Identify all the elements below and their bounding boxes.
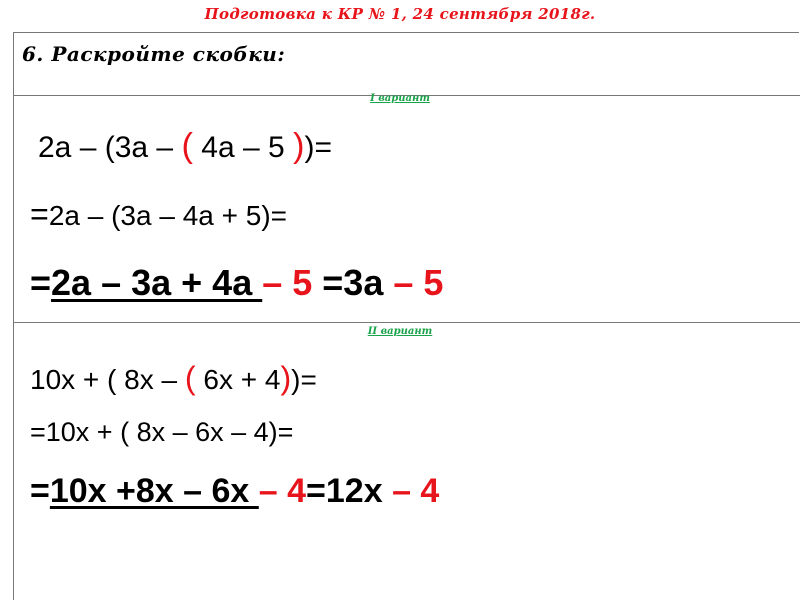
variant-2-step-2: [30, 472, 439, 511]
red-term: – 4: [258, 472, 307, 510]
variant-1-label: I вариант: [370, 93, 430, 104]
red-close-paren: ): [293, 127, 305, 165]
expr-part: )=: [291, 364, 317, 395]
expr-part: 4а – 5: [192, 131, 294, 164]
row-divider: [13, 322, 800, 323]
expr-part: 2а – (3а – 4а + 5)=: [48, 200, 287, 231]
red-open-paren: (: [184, 360, 196, 396]
equals-sign: =: [30, 262, 52, 303]
equals-sign: =: [30, 472, 50, 510]
equals-sign: =: [30, 196, 49, 232]
expr-part: =12х: [306, 472, 393, 510]
expr-part: =3а: [312, 262, 394, 303]
variant-2-label: II вариант: [367, 326, 433, 337]
variant-2-expression: [30, 360, 317, 397]
red-open-paren: (: [181, 127, 193, 165]
red-term: – 4: [392, 472, 440, 510]
underlined-expression: 2а – 3а + 4а: [51, 262, 263, 303]
task-table: [13, 32, 799, 600]
red-term: – 5: [262, 262, 313, 303]
expr-part: 2а – (3а –: [38, 131, 182, 164]
underlined-expression: 10х +8х – 6х: [49, 472, 259, 510]
expr-part: )=: [304, 131, 333, 164]
red-term: – 5: [393, 262, 444, 303]
variant-1-step-1: [30, 196, 287, 233]
variant-1-step-2: [30, 262, 443, 304]
task-heading: 6. Раскройте скобки:: [22, 42, 286, 66]
variant-2-step-1: =10х + ( 8х – 6х – 4)=: [30, 417, 294, 447]
expr-part: 10х + ( 8х –: [30, 364, 185, 395]
page-title: Подготовка к КР № 1, 24 сентября 2018г.: [204, 5, 596, 23]
red-close-paren: ): [280, 360, 292, 396]
expr-part: 6х + 4: [195, 364, 281, 395]
variant-1-expression: [38, 127, 332, 166]
